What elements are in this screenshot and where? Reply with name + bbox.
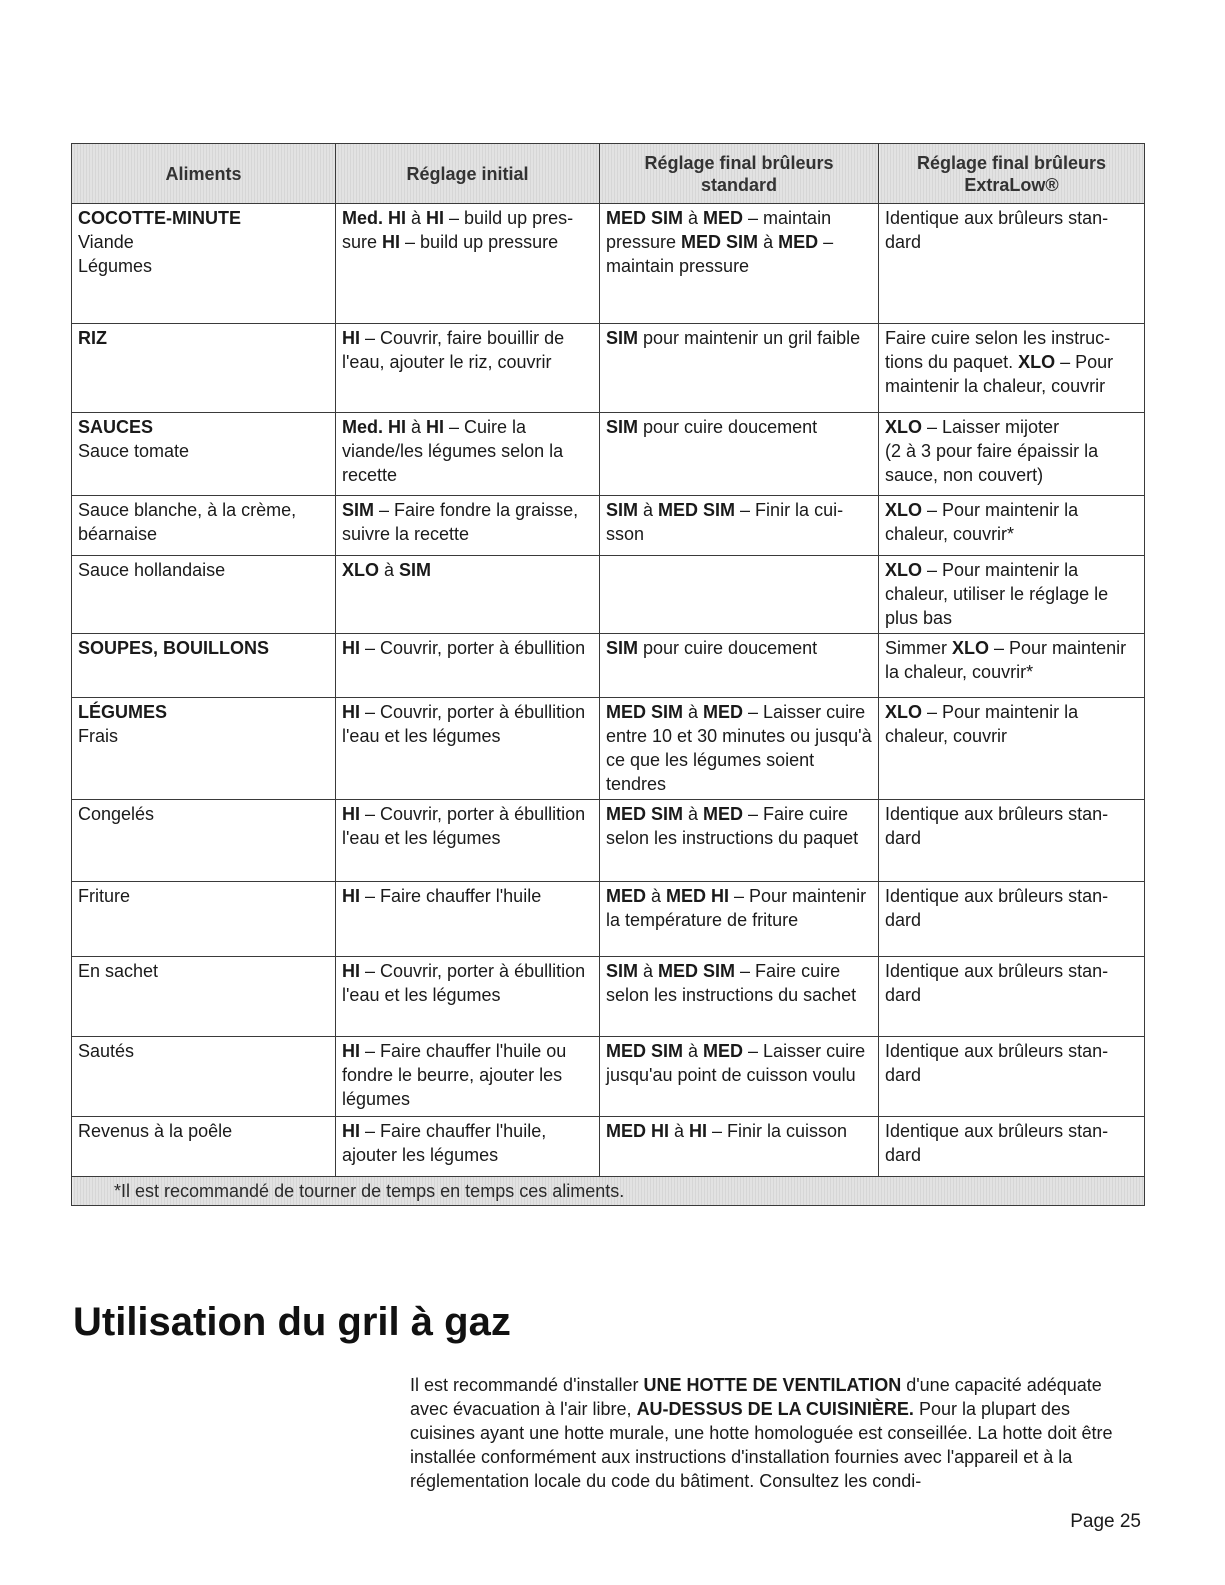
- section-paragraph: Il est recommandé d'installer UNE HOTTE DE VENTILATION d'une capacité adéquate avec évacuation à l'air libre, AU-DESSUS DE LA CUISINIÈRE. Pour la plupart des cuisines ayant une hotte murale, une hotte homologuée est conseillée. La hotte doit être installée conformément aux instructions d'installation fournies avec l'appareil et à la réglementation locale du code du bâtiment. Consultez les condi-: [410, 1375, 1113, 1491]
- cell-aliment: RIZ: [72, 324, 336, 413]
- cell-aliment: SOUPES, BOUILLONS: [72, 634, 336, 698]
- cell-reglage-initial: XLO à SIM: [336, 556, 600, 634]
- table-header-row: [72, 144, 1145, 204]
- table-row: [72, 324, 1145, 413]
- cell-aliment: SAUCES Sauce tomate: [72, 413, 336, 496]
- cell-reglage-initial: HI – Couvrir, porter à ébullition l'eau et les légumes: [336, 698, 600, 800]
- table-row: [72, 556, 1145, 634]
- cell-reglage-initial: SIM – Faire fondre la graisse, suivre la recette: [336, 496, 600, 556]
- cell-aliment: Revenus à la poêle: [72, 1117, 336, 1177]
- cell-final-extralow: Simmer XLO – Pour maintenir la chaleur, couvrir*: [879, 634, 1145, 698]
- footnote-row: [72, 1177, 1145, 1206]
- cell-reglage-initial: HI – Faire chauffer l'huile, ajouter les légumes: [336, 1117, 600, 1177]
- cell-final-extralow: Identique aux brûleurs standard: [879, 204, 1145, 324]
- cell-final-extralow: XLO – Pour maintenir la chaleur, couvrir: [879, 698, 1145, 800]
- table-body: [72, 204, 1145, 1177]
- cell-final-extralow: Identique aux brûleurs standard: [879, 957, 1145, 1037]
- cooking-chart-table: [71, 143, 1145, 1206]
- table-row: [72, 800, 1145, 882]
- cell-reglage-initial: HI – Faire chauffer l'huile: [336, 882, 600, 957]
- cell-final-standard: SIM à MED SIM – Faire cuire selon les instructions du sachet: [600, 957, 879, 1037]
- cell-aliment: Friture: [72, 882, 336, 957]
- footnote: *Il est recommandé de tourner de temps en temps ces aliments.: [72, 1177, 1145, 1206]
- cell-final-standard: MED SIM à MED – Laisser cuire jusqu'au point de cuisson voulu: [600, 1037, 879, 1117]
- cell-aliment: Sauce hollandaise: [72, 556, 336, 634]
- cell-aliment: Sauce blanche, à la crème, béarnaise: [72, 496, 336, 556]
- cell-aliment: Congelés: [72, 800, 336, 882]
- cell-final-extralow: XLO – Laisser mijoter (2 à 3 pour faire épaissir la sauce, non couvert): [879, 413, 1145, 496]
- cell-final-standard: MED à MED HI – Pour maintenir la température de friture: [600, 882, 879, 957]
- cell-reglage-initial: HI – Couvrir, porter à ébullition l'eau et les légumes: [336, 957, 600, 1037]
- cell-final-extralow: Identique aux brûleurs standard: [879, 800, 1145, 882]
- cell-final-extralow: XLO – Pour maintenir la chaleur, utiliser le réglage le plus bas: [879, 556, 1145, 634]
- cell-final-extralow: XLO – Pour maintenir la chaleur, couvrir*: [879, 496, 1145, 556]
- cell-aliment: COCOTTE-MINUTE Viande Légumes: [72, 204, 336, 324]
- table-row: [72, 204, 1145, 324]
- table-row: [72, 634, 1145, 698]
- cell-final-standard: SIM à MED SIM – Finir la cuisson: [600, 496, 879, 556]
- table-row: [72, 496, 1145, 556]
- page-number: Page 25: [1070, 1511, 1141, 1532]
- cell-final-extralow: Identique aux brûleurs standard: [879, 1117, 1145, 1177]
- cell-final-standard: MED SIM à MED – Faire cuire selon les instructions du paquet: [600, 800, 879, 882]
- cell-reglage-initial: HI – Couvrir, porter à ébullition l'eau et les légumes: [336, 800, 600, 882]
- cell-aliment: En sachet: [72, 957, 336, 1037]
- cell-final-standard: SIM pour maintenir un gril faible: [600, 324, 879, 413]
- cell-aliment: Sautés: [72, 1037, 336, 1117]
- cell-final-standard: SIM pour cuire doucement: [600, 634, 879, 698]
- cell-reglage-initial: Med. HI à HI – Cuire la viande/les légumes selon la recette: [336, 413, 600, 496]
- cell-reglage-initial: HI – Couvrir, faire bouillir de l'eau, ajouter le riz, couvrir: [336, 324, 600, 413]
- cell-final-standard: [600, 556, 879, 634]
- cell-aliment: LÉGUMES Frais: [72, 698, 336, 800]
- table-row: [72, 1117, 1145, 1177]
- cell-final-standard: MED SIM à MED – Laisser cuire entre 10 et 30 minutes ou jusqu'à ce que les légumes soient tendres: [600, 698, 879, 800]
- cell-final-standard: MED HI à HI – Finir la cuisson: [600, 1117, 879, 1177]
- cell-final-standard: MED SIM à MED – maintain pressure MED SIM à MED – maintain pressure: [600, 204, 879, 324]
- table-row: [72, 1037, 1145, 1117]
- table-row: [72, 957, 1145, 1037]
- cell-final-standard: SIM pour cuire doucement: [600, 413, 879, 496]
- table-row: [72, 413, 1145, 496]
- header-reglage-initial: Réglage initial: [336, 144, 600, 204]
- section-title: Utilisation du gril à gaz: [73, 1300, 511, 1344]
- cell-reglage-initial: HI – Couvrir, porter à ébullition: [336, 634, 600, 698]
- header-reglage-final-standard: Réglage final brûleurs standard: [600, 144, 879, 204]
- cell-reglage-initial: HI – Faire chauffer l'huile ou fondre le beurre, ajouter les légumes: [336, 1037, 600, 1117]
- cell-final-extralow: Identique aux brûleurs standard: [879, 1037, 1145, 1117]
- header-aliments: Aliments: [72, 144, 336, 204]
- table-row: [72, 882, 1145, 957]
- cell-final-extralow: Faire cuire selon les instructions du paquet. XLO – Pour maintenir la chaleur, couvrir: [879, 324, 1145, 413]
- header-reglage-final-extralow: Réglage final brûleurs ExtraLow®: [879, 144, 1145, 204]
- cell-reglage-initial: Med. HI à HI – build up pressure HI – build up pressure: [336, 204, 600, 324]
- cell-final-extralow: Identique aux brûleurs standard: [879, 882, 1145, 957]
- table-row: [72, 698, 1145, 800]
